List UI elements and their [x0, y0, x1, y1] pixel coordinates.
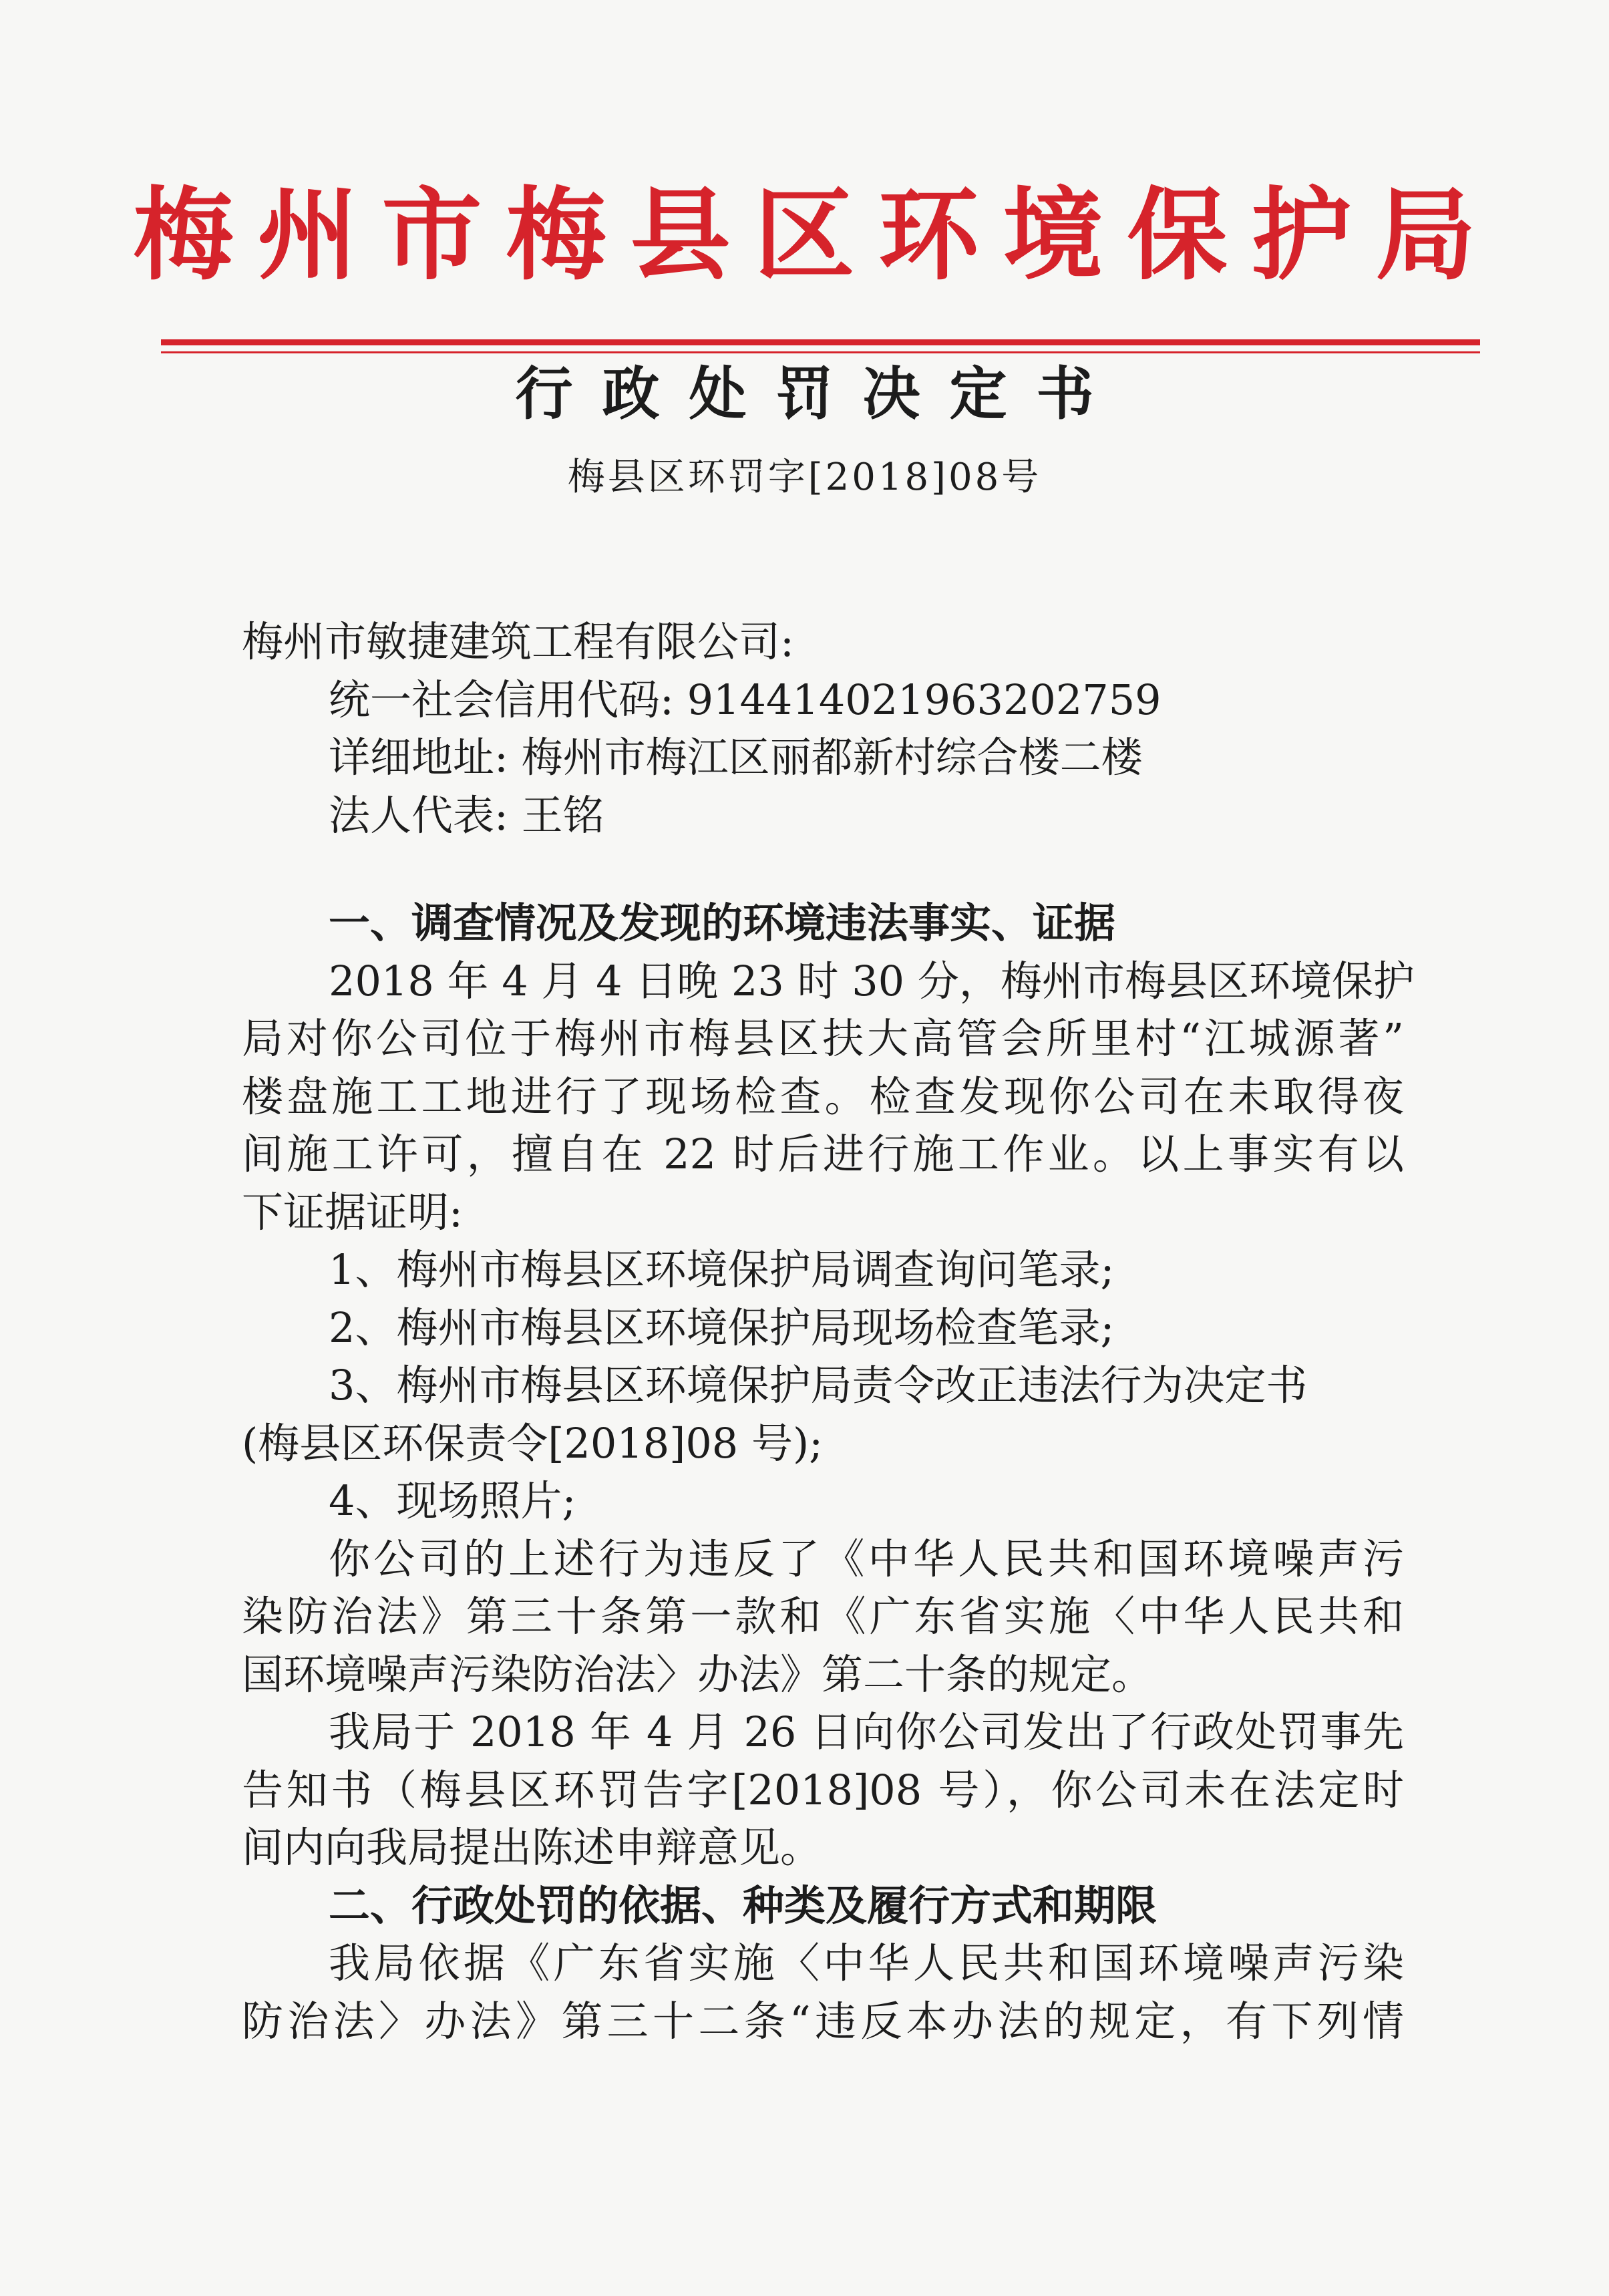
- paragraph-line: 我局于 2018 年 4 月 26 日向你公司发出了行政处罚事先: [329, 1707, 1404, 1756]
- section1-heading: 一、调查情况及发现的环境违法事实、证据: [329, 898, 1116, 947]
- paragraph-line: 2018 年 4 月 4 日晚 23 时 30 分，梅州市梅县区环境保护: [329, 956, 1415, 1005]
- paragraph-line: 下证据证明:: [242, 1187, 463, 1237]
- letterhead-red-rule-thick: [161, 339, 1480, 345]
- evidence-item: 4、现场照片;: [329, 1476, 576, 1525]
- paragraph-line: 楼盘施工工地进行了现场检查。检查发现你公司在未取得夜: [242, 1072, 1404, 1121]
- letterhead-red-rule-thin: [161, 351, 1480, 353]
- recipient-name: 梅州市敏捷建筑工程有限公司:: [242, 617, 794, 666]
- document-type-title: 行政处罚决定书: [515, 360, 1123, 428]
- paragraph-line: 染防治法》第三十条第一款和《广东省实施〈中华人民共和: [242, 1592, 1404, 1641]
- document-body: [242, 613, 1415, 2050]
- section2-heading: 二、行政处罚的依据、种类及履行方式和期限: [329, 1880, 1157, 1930]
- recipient-credit-code: 统一社会信用代码: 91441402196320275​9: [329, 675, 1161, 724]
- recipient-legal-rep: 法人代表: 王铭: [329, 790, 604, 840]
- evidence-item: 1、梅州市梅县区环境保护局调查询问笔录;: [329, 1245, 1115, 1294]
- recipient-address: 详细地址: 梅州市梅江区丽都新村综合楼二楼: [329, 733, 1143, 782]
- evidence-item: 3、梅州市梅县区环境保护局责令改正违法行为决定书: [329, 1361, 1308, 1410]
- paragraph-line: 局对你公司位于梅州市梅县区扶大高管会所里村“江城源著”: [242, 1014, 1404, 1063]
- evidence-item: (梅县区环保责令[2018]08 号);: [242, 1418, 824, 1468]
- paragraph-line: 间施工许可，擅自在 22 时后进行施工作业。以上事实有以: [242, 1130, 1404, 1178]
- paragraph-line: 我局依据《广东省实施〈中华人民共和国环境噪声污染: [329, 1939, 1404, 1987]
- evidence-item: 2、梅州市梅县区环境保护局现场检查笔录;: [329, 1303, 1115, 1352]
- agency-letterhead-title: 梅州市梅县区环境保护局: [133, 176, 1500, 294]
- paragraph-line: 你公司的上述行为违反了《中华人民共和国环境噪声污: [329, 1534, 1404, 1583]
- paragraph-line: 告知书（梅县区环罚告字[2018]08 号），你公司未在法定时: [242, 1765, 1404, 1814]
- paragraph-line: 国环境噪声污染防治法〉办法》第二十条的规定。: [242, 1649, 1153, 1699]
- document-number: 梅县区环罚字[2018]08号: [567, 456, 1042, 499]
- paragraph-line: 防治法〉办法》第三十二条“违反本办法的规定，有下列情: [242, 1996, 1404, 2045]
- paragraph-line: 间内向我局提出陈述申辩意见。: [242, 1823, 822, 1872]
